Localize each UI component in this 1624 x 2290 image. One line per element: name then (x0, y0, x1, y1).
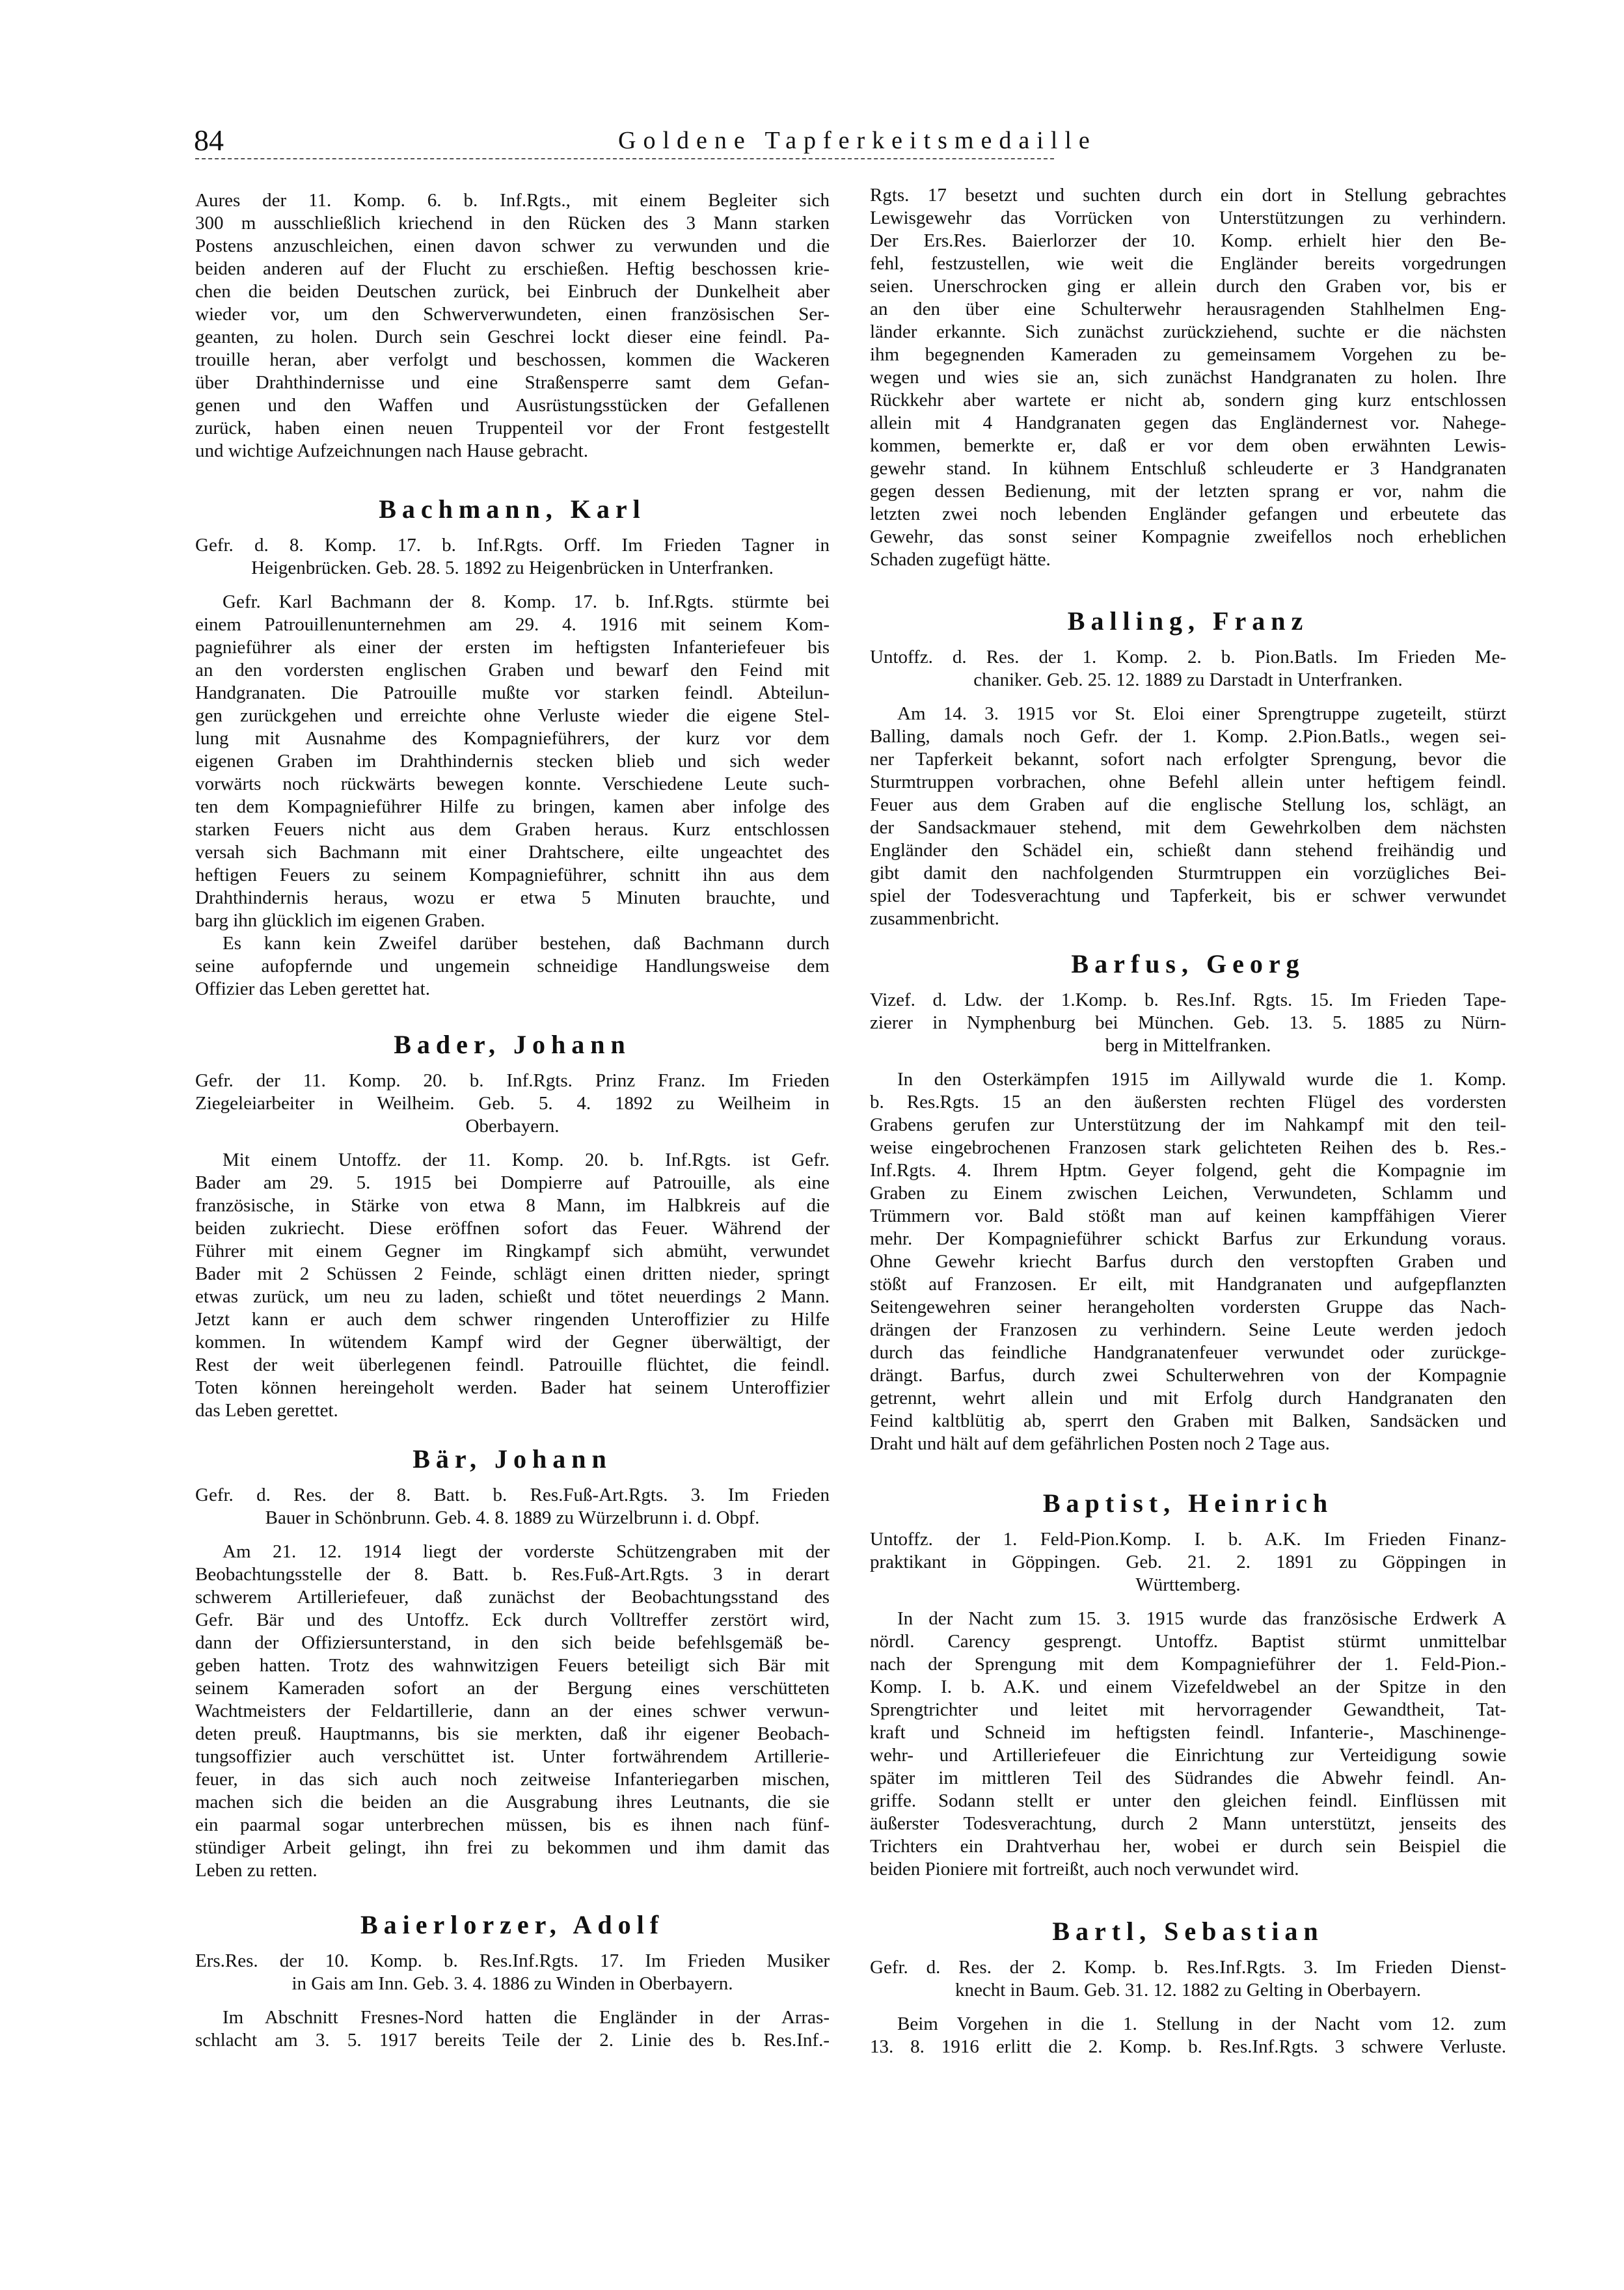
text-line: beiden anderen auf der Flucht zu erschießen. Heftig beschossen krie- (195, 258, 830, 279)
service-record (195, 1484, 830, 1529)
continued-text (195, 189, 830, 463)
body-paragraph (195, 189, 830, 463)
text-line: pagnieführer als einer der ersten im heftigsten Infanteriefeuer bis (195, 637, 830, 658)
service-line: Heigenbrücken. Geb. 28. 5. 1892 zu Heigenbrücken in Unterfranken. (251, 558, 774, 578)
text-line: gen zurückgehen und erreichte ohne Verluste wieder die eigene Stel- (195, 705, 830, 726)
text-line: Trichters ein Drahtverhau her, wobei er durch sein Beispiel die (870, 1836, 1506, 1857)
text-line: geben hatten. Trotz des wahnwitzigen Feuers beteiligt sich Bär mit (195, 1655, 830, 1676)
text-line: Leben zu retten. (195, 1860, 318, 1881)
text-line: dann der Offiziersunterstand, in den sich beide befehlsgemäß be- (195, 1632, 830, 1653)
service-line: Gefr. d. Res. der 2. Komp. b. Res.Inf.Rgts. 3. Im Frieden Dienst- (870, 1957, 1506, 1978)
text-line: Der Ers.Res. Baierlorzer der 10. Komp. erhielt hier den Be- (870, 230, 1506, 251)
entry-section (870, 1489, 1506, 1881)
text-line: beiden zukriecht. Diese eröffnen sofort das Feuer. Während der (195, 1218, 830, 1239)
text-line: länder erkannte. Sich zunächst zurückziehend, suchte er die nächsten (870, 321, 1506, 342)
text-line: In der Nacht zum 15. 3. 1915 wurde das französische Erdwerk A (897, 1608, 1506, 1629)
text-line: ihm begegnenden Kameraden zu gemeinsamem Vorgehen zu be- (870, 344, 1506, 365)
text-line: Mit einem Untoffz. der 11. Komp. 20. b. Inf.Rgts. ist Gefr. (223, 1150, 830, 1170)
text-line: genen und den Waffen und Ausrüstungsstücken der Gefallenen (195, 395, 830, 416)
body-paragraph (195, 1541, 830, 1882)
service-line: praktikant in Göppingen. Geb. 21. 2. 1891 zu Göppingen in (870, 1552, 1506, 1572)
service-line: chaniker. Geb. 25. 12. 1889 zu Darstadt in Unterfranken. (973, 669, 1403, 690)
service-record (195, 1950, 830, 1995)
text-line: an den vordersten englischen Graben und bewarf den Feind mit (195, 660, 830, 680)
text-line: schlacht am 3. 5. 1917 bereits Teile der 2. Linie des b. Res.Inf.- (195, 2030, 830, 2051)
text-line: nördl. Carency gesprengt. Untoffz. Baptist stürmt unmittelbar (870, 1631, 1506, 1652)
text-line: Sprengtrichter und leitet mit hervorragender Gewandtheit, Tat- (870, 1699, 1506, 1720)
text-line: starken Feuers nicht aus dem Graben heraus. Kurz entschlossen (195, 819, 830, 840)
service-line: Gefr. d. Res. der 8. Batt. b. Res.Fuß-Art.Rgts. 3. Im Frieden (195, 1485, 830, 1505)
text-line: Bader mit 2 Schüssen 2 Feinde, schlägt einen dritten nieder, springt (195, 1263, 830, 1284)
entry-section (870, 607, 1506, 930)
text-line: Engländer den Schädel ein, schießt dann stehend freihändig und (870, 840, 1506, 861)
text-line: b. Res.Rgts. 15 an den äußersten rechten Flügel des vordersten (870, 1092, 1506, 1112)
body-paragraph (195, 591, 830, 932)
text-line: seien. Unerschrocken ging er allein durch den Graben vor, bis er (870, 276, 1506, 297)
text-line: eigenen Graben im Drahthindernis stecken blieb und sich weder (195, 751, 830, 772)
body-paragraph (870, 184, 1506, 571)
text-line: heftigen Feuers zu seinem Kompagnieführer, schnitt ihn aus dem (195, 865, 830, 885)
text-line: kraft und Schneid im heftigsten feindl. Infanterie-, Maschinenge- (870, 1722, 1506, 1743)
text-line: mehr. Der Kompagnieführer schickt Barfus zur Erkundung voraus. (870, 1228, 1506, 1249)
text-line: Bader am 29. 5. 1915 bei Dompierre auf Patrouille, als eine (195, 1172, 830, 1193)
page-number: 84 (194, 124, 224, 157)
text-line: Sturmtruppen vorbrachen, ohne Befehl allein unter heftigem feindl. (870, 772, 1506, 792)
entry-heading: Bartl, Sebastian (1052, 1917, 1324, 1946)
text-line: Drahthindernis heraus, wozu er etwa 5 Minuten brauchte, und (195, 887, 830, 908)
service-line: Bauer in Schönbrunn. Geb. 4. 8. 1889 zu Würzelbrunn i. d. Obpf. (265, 1507, 760, 1528)
text-line: etwas zurück, um neu zu laden, schießt und tötet neuerdings 2 Mann. (195, 1286, 830, 1307)
text-line: Offizier das Leben gerettet hat. (195, 978, 430, 999)
text-line: durch das feindliche Handgranatenfeuer verwundet oder zurückge- (870, 1342, 1506, 1363)
continued-text (870, 184, 1506, 571)
text-line: getrennt, wehrt allein und mit Erfolg durch Handgranaten den (870, 1388, 1506, 1408)
text-line: Grabens gerufen zur Unterstützung der im Nahkampf mit den teil- (870, 1114, 1506, 1135)
text-line: Rückkehr aber wartete er nicht ab, sondern ging kurz entschlossen (870, 390, 1506, 411)
text-line: chen die beiden Deutschen zurück, bei Einbruch der Dunkelheit aber (195, 281, 830, 302)
entry-section (870, 950, 1506, 1455)
entry-heading: Bader, Johann (394, 1030, 631, 1059)
text-line: Graben zu Einem zwischen Leichen, Verwundeten, Schlamm und (870, 1183, 1506, 1204)
text-line: wieder vor, um den Schwerverwundeten, einen französischen Ser- (195, 304, 830, 325)
service-record (870, 1528, 1506, 1596)
text-line: lung mit Ausnahme des Kompagnieführers, der kurz vor dem (195, 728, 830, 749)
text-line: letzten zwei noch lebenden Engländer gefangen und erbeutete das (870, 504, 1506, 524)
text-line: Aures der 11. Komp. 6. b. Inf.Rgts., mit einem Begleiter sich (195, 190, 830, 211)
body-paragraph (195, 1149, 830, 1422)
body-paragraph (870, 703, 1506, 930)
entry-heading: Bachmann, Karl (379, 494, 646, 524)
entry-heading: Baierlorzer, Adolf (360, 1910, 665, 1939)
text-line: allein mit 4 Handgranaten gegen das Engländernest vor. Nahege- (870, 412, 1506, 433)
service-line: knecht in Baum. Geb. 31. 12. 1882 zu Gelting in Oberbayern. (955, 1980, 1421, 2000)
text-line: fehl, festzustellen, wie weit die Engländer bereits vorgedrungen (870, 253, 1506, 274)
service-line: Vizef. d. Ldw. der 1.Komp. b. Res.Inf. Rgts. 15. Im Frieden Tape- (870, 990, 1506, 1010)
text-line: ten dem Kompagnieführer Hilfe zu bringen, kamen aber infolge des (195, 796, 830, 817)
body-paragraph (195, 932, 830, 1001)
service-record (195, 534, 830, 580)
text-line: der Sandsackmauer stehend, mit dem Gewehrkolben dem nächsten (870, 817, 1506, 838)
text-line: vorwärts noch rückwärts bewegen konnte. Verschiedene Leute such- (195, 774, 830, 794)
text-line: In den Osterkämpfen 1915 im Aillywald wurde die 1. Komp. (897, 1069, 1506, 1090)
service-line: Untoffz. der 1. Feld-Pion.Komp. I. b. A.K. Im Frieden Finanz- (870, 1529, 1506, 1550)
text-line: Toten können hereingeholt werden. Bader hat seinem Unteroffizier (195, 1377, 830, 1398)
text-line: Gefr. Karl Bachmann der 8. Komp. 17. b. Inf.Rgts. stürmte bei (223, 591, 830, 612)
service-line: in Gais am Inn. Geb. 3. 4. 1886 zu Winden in Oberbayern. (291, 1973, 733, 1994)
text-line: Gewehr, das sonst seiner Kompagnie zweifellos noch erheblichen (870, 526, 1506, 547)
text-line: Draht und hält auf dem gefährlichen Posten noch 2 Tage aus. (870, 1433, 1330, 1454)
text-line: und wichtige Aufzeichnungen nach Hause gebracht. (195, 440, 588, 461)
text-line: ner Tapferkeit bekannt, sofort nach erfolgter Sprengung, bevor die (870, 749, 1506, 770)
service-line: zierer in Nymphenburg bei München. Geb. 13. 5. 1885 zu Nürn- (870, 1012, 1506, 1033)
text-line: Trümmern vor. Bald stößt man auf keinen kampffähigen Vierer (870, 1206, 1506, 1226)
text-line: 300 m ausschließlich kriechend in den Rücken des 3 Mann starken (195, 213, 830, 234)
running-title: Goldene Tapferkeitsmedaille (618, 127, 1097, 154)
service-line: Ziegeleiarbeiter in Weilheim. Geb. 5. 4. 1892 zu Weilheim in (195, 1093, 830, 1114)
text-line: gegen dessen Bedienung, mit der letzten sprang er vor, nahm die (870, 481, 1506, 502)
header-rule (195, 158, 1054, 159)
text-line: beiden Pioniere mit fortreißt, auch noch verwundet wird. (870, 1859, 1299, 1879)
service-line: Württemberg. (1135, 1574, 1241, 1595)
text-line: Wachtmeisters der Feldartillerie, dann an der eines schwer verwun- (195, 1701, 830, 1721)
entry-section (195, 1030, 830, 1422)
text-line: Lewisgewehr das Vorrücken von Unterstützungen zu verhindern. (870, 208, 1506, 228)
text-line: an den über eine Schulterwehr herausragenden Stahlhelmen Eng- (870, 299, 1506, 319)
service-line: Gefr. d. 8. Komp. 17. b. Inf.Rgts. Orff. Im Frieden Tagner in (195, 535, 830, 556)
entry-heading: Balling, Franz (1067, 606, 1309, 636)
text-line: Am 21. 12. 1914 liegt der vorderste Schützengraben mit der (223, 1541, 830, 1562)
text-line: Führer mit einem Gegner im Ringkampf sich abmüht, verwundet (195, 1241, 830, 1261)
text-line: stößt auf Franzosen. Er eilt, mit Handgranaten und aufgepflanzten (870, 1274, 1506, 1295)
text-line: drängen der Franzosen zu verhindern. Seine Leute werden jedoch (870, 1319, 1506, 1340)
text-line: seinem Kameraden sofort an der Bergung eines verschütteten (195, 1678, 830, 1699)
service-line: berg in Mittelfranken. (1105, 1035, 1271, 1056)
text-line: trouille heran, aber verfolgt und beschossen, kommen die Wackeren (195, 349, 830, 370)
text-line: Beim Vorgehen in die 1. Stellung in der Nacht vom 12. zum (897, 2014, 1506, 2034)
text-line: Feind kaltblütig ab, sperrt den Graben mit Balken, Sandsäcken und (870, 1410, 1506, 1431)
entry-section (195, 495, 830, 1001)
text-line: Jetzt kann er auch dem schwer ringenden Unteroffizier zu Hilfe (195, 1309, 830, 1330)
text-line: zurück, haben einen neuen Truppenteil vor der Front festgestellt (195, 418, 830, 438)
text-line: kommen. In wütendem Kampf wird der Gegner überwältigt, der (195, 1332, 830, 1353)
text-line: feuer, in das sich auch noch zeitweise Infanteriegarben mischen, (195, 1769, 830, 1790)
text-line: barg ihn glücklich im eigenen Graben. (195, 910, 485, 931)
text-line: einem Patrouillenunternehmen am 29. 4. 1916 mit seinem Kom- (195, 614, 830, 635)
service-record (870, 1956, 1506, 2002)
entry-section (195, 1911, 830, 2052)
text-line: versah sich Bachmann mit einer Drahtschere, eilte ungeachtet des (195, 842, 830, 863)
entry-section (195, 1445, 830, 1882)
text-line: Balling, damals noch Gefr. der 1. Komp. 2.Pion.Batls., wegen sei- (870, 726, 1506, 747)
service-record (195, 1070, 830, 1138)
body-paragraph (870, 1608, 1506, 1881)
text-line: Rgts. 17 besetzt und suchten durch ein dort in Stellung gebrachtes (870, 185, 1506, 206)
text-line: tungsoffizier auch verschüttet ist. Unter fortwährendem Artillerie- (195, 1746, 830, 1767)
text-line: spiel der Todesverachtung und Tapferkeit, bis er schwer verwundet (870, 885, 1506, 906)
body-paragraph (870, 2013, 1506, 2058)
text-line: Beobachtungsstelle der 8. Batt. b. Res.Fuß-Art.Rgts. 3 in derart (195, 1564, 830, 1585)
text-line: Inf.Rgts. 4. Ihrem Hptm. Geyer folgend, geht die Kompagnie im (870, 1160, 1506, 1181)
text-line: Es kann kein Zweifel darüber bestehen, daß Bachmann durch (223, 933, 830, 954)
service-record (870, 646, 1506, 692)
text-line: nach der Sprengung mit dem Kompagnieführer der 1. Feld-Pion.- (870, 1654, 1506, 1675)
text-line: Schaden zugefügt hätte. (870, 549, 1051, 570)
body-paragraph (195, 2006, 830, 2052)
text-line: wegen und wies sie an, sich zunächst Handgranaten zu holen. Ihre (870, 367, 1506, 388)
text-line: wehr- und Artilleriefeuer die Einrichtung zur Verteidigung sowie (870, 1745, 1506, 1766)
text-line: Gefr. Bär und des Untoffz. Eck durch Volltreffer zerstört wird, (195, 1610, 830, 1630)
text-line: Seitengewehren seiner herangeholten vordersten Gruppe das Nach- (870, 1297, 1506, 1317)
text-line: zusammenbricht. (870, 908, 999, 929)
text-line: Im Abschnitt Fresnes-Nord hatten die Engländer in der Arras- (223, 2007, 830, 2028)
text-line: Rest der weit überlegenen feindl. Patrouille flüchtet, die feindl. (195, 1354, 830, 1375)
text-line: stündiger Arbeit gelingt, ihn frei zu bekommen und ihm damit das (195, 1837, 830, 1858)
service-record (870, 989, 1506, 1057)
entry-heading: Barfus, Georg (1071, 949, 1305, 978)
service-line: Untoffz. d. Res. der 1. Komp. 2. b. Pion.Batls. Im Frieden Me- (870, 647, 1506, 667)
text-line: das Leben gerettet. (195, 1400, 338, 1421)
text-line: gewehr stand. In kühnem Entschluß schleuderte er 3 Handgranaten (870, 458, 1506, 479)
text-line: gibt damit den nachfolgenden Sturmtruppen ein vorzügliches Bei- (870, 863, 1506, 883)
text-line: 13. 8. 1916 erlitt die 2. Komp. b. Res.Inf.Rgts. 3 schwere Verluste. (870, 2036, 1506, 2057)
text-line: ein paarmal sogar unterbrechen müssen, bis es ihnen nach fünf- (195, 1814, 830, 1835)
text-line: schwerem Artilleriefeuer, daß zunächst der Beobachtungsstand des (195, 1587, 830, 1608)
text-line: geanten, zu holen. Durch sein Geschrei lockt dieser eine feindl. Pa- (195, 327, 830, 347)
text-line: Feuer aus dem Graben auf die englische Stellung los, schlägt, an (870, 794, 1506, 815)
entry-heading: Baptist, Heinrich (1042, 1488, 1334, 1518)
text-line: über Drahthindernisse und eine Straßensperre samt dem Gefan- (195, 372, 830, 393)
service-line: Gefr. der 11. Komp. 20. b. Inf.Rgts. Prinz Franz. Im Frieden (195, 1070, 830, 1091)
service-line: Oberbayern. (465, 1116, 560, 1137)
entry-heading: Bär, Johann (413, 1444, 612, 1474)
text-line: Am 14. 3. 1915 vor St. Eloi einer Sprengtruppe zugeteilt, stürzt (897, 703, 1506, 724)
text-line: französische, in Stärke von etwa 8 Mann, im Halbkreis auf die (195, 1195, 830, 1216)
text-line: Komp. I. b. A.K. und einem Vizefeldwebel an der Spitze in den (870, 1677, 1506, 1697)
service-line: Ers.Res. der 10. Komp. b. Res.Inf.Rgts. 17. Im Frieden Musiker (195, 1950, 830, 1971)
text-line: drängt. Barfus, durch zwei Schulterwehren von der Kompagnie (870, 1365, 1506, 1386)
text-line: seine aufopfernde und ungemein schneidige Handlungsweise dem (195, 956, 830, 977)
text-line: griffe. Sodann stellt er unter den gleichen feindl. Einflüssen mit (870, 1790, 1506, 1811)
text-line: weise eingebrochenen Franzosen stark gelichteten Reihen des b. Res.- (870, 1137, 1506, 1158)
text-line: äußerster Todesverachtung, durch 2 Mann unterstützt, jenseits des (870, 1813, 1506, 1834)
text-line: kommen, bemerkte er, daß er vor dem oben erwähnten Lewis- (870, 435, 1506, 456)
text-line: machen sich die beiden an die Ausgrabung ihres Leutnants, die sie (195, 1792, 830, 1812)
text-line: deten preuß. Hauptmanns, bis sie merkten, daß ihr eigener Beobach- (195, 1723, 830, 1744)
text-line: Handgranaten. Die Patrouille mußte vor starken feindl. Abteilun- (195, 682, 830, 703)
text-line: Postens anzuschleichen, einen davon schwer zu verwunden und die (195, 236, 830, 256)
text-line: später im mittleren Teil des Südrandes die Abwehr feindl. An- (870, 1768, 1506, 1788)
entry-section (870, 1917, 1506, 2058)
body-paragraph (870, 1068, 1506, 1455)
text-line: Ohne Gewehr kriecht Barfus durch den verstopften Graben und (870, 1251, 1506, 1272)
